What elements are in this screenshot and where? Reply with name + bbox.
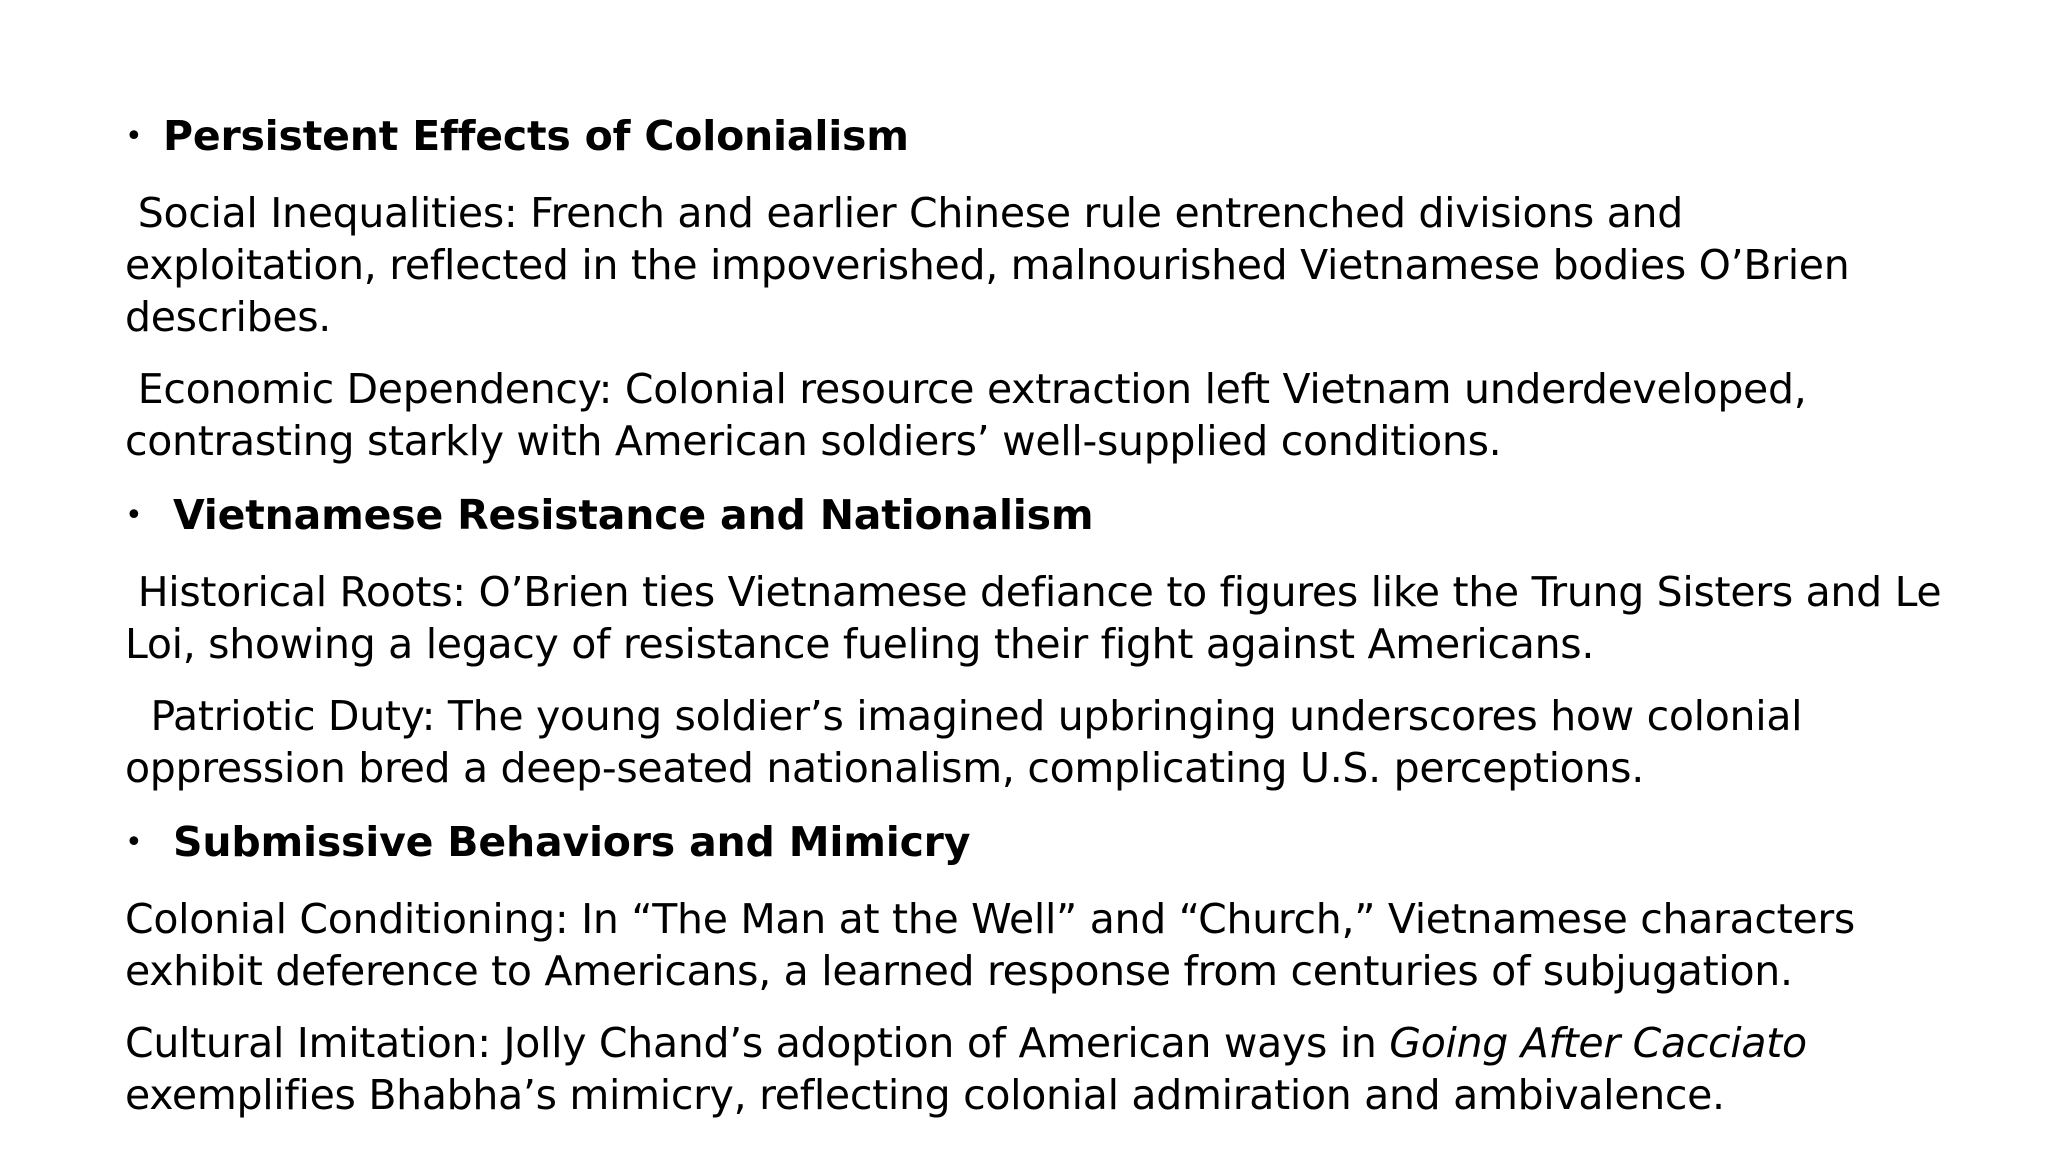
bullet-icon: • (125, 825, 143, 860)
paragraph: Colonial Conditioning: In “The Man at the Well” and “Church,” Vietnamese characters exhibit deference to Americans, a learned response from centuries of subjugation. (125, 895, 1868, 995)
section-heading (125, 108, 1945, 169)
paragraph-text: exemplifies Bhabha’s mimicry, reflecting colonial admiration and ambivalence. (125, 1019, 1820, 1119)
paragraph: Historical Roots: O’Brien ties Vietnamese defiance to figures like the Trung Sisters and Le Loi, showing a legacy of resistance fueling their fight against Americans. (125, 568, 1955, 668)
section-heading-text: Submissive Behaviors and Mimicry (173, 818, 971, 866)
bullet-icon: • (125, 119, 143, 154)
bullet-icon: • (125, 498, 143, 533)
book-title: Going After Cacciato (1389, 1019, 1807, 1067)
slide-body (125, 108, 1955, 1141)
paragraph: Economic Dependency: Colonial resource extraction left Vietnam underdeveloped, contrasting starkly with American soldiers’ well-supplied conditions. (125, 365, 1820, 465)
section-heading (125, 814, 1945, 875)
paragraph: Patriotic Duty: The young soldier’s imagined upbringing underscores how colonial oppression bred a deep-seated nationalism, complicating U.S. perceptions. (125, 692, 1815, 792)
paragraph (125, 1017, 1945, 1121)
section-heading (125, 487, 1945, 548)
section-heading-text: Persistent Effects of Colonialism (163, 112, 909, 160)
paragraph-text: Cultural Imitation: Jolly Chand’s adoption of American ways in (125, 1019, 1390, 1067)
paragraph: Social Inequalities: French and earlier Chinese rule entrenched divisions and exploitation, reflected in the impoverished, malnourished Vietnamese bodies O’Brien describes. (125, 189, 1863, 341)
section-heading-text: Vietnamese Resistance and Nationalism (173, 491, 1094, 539)
